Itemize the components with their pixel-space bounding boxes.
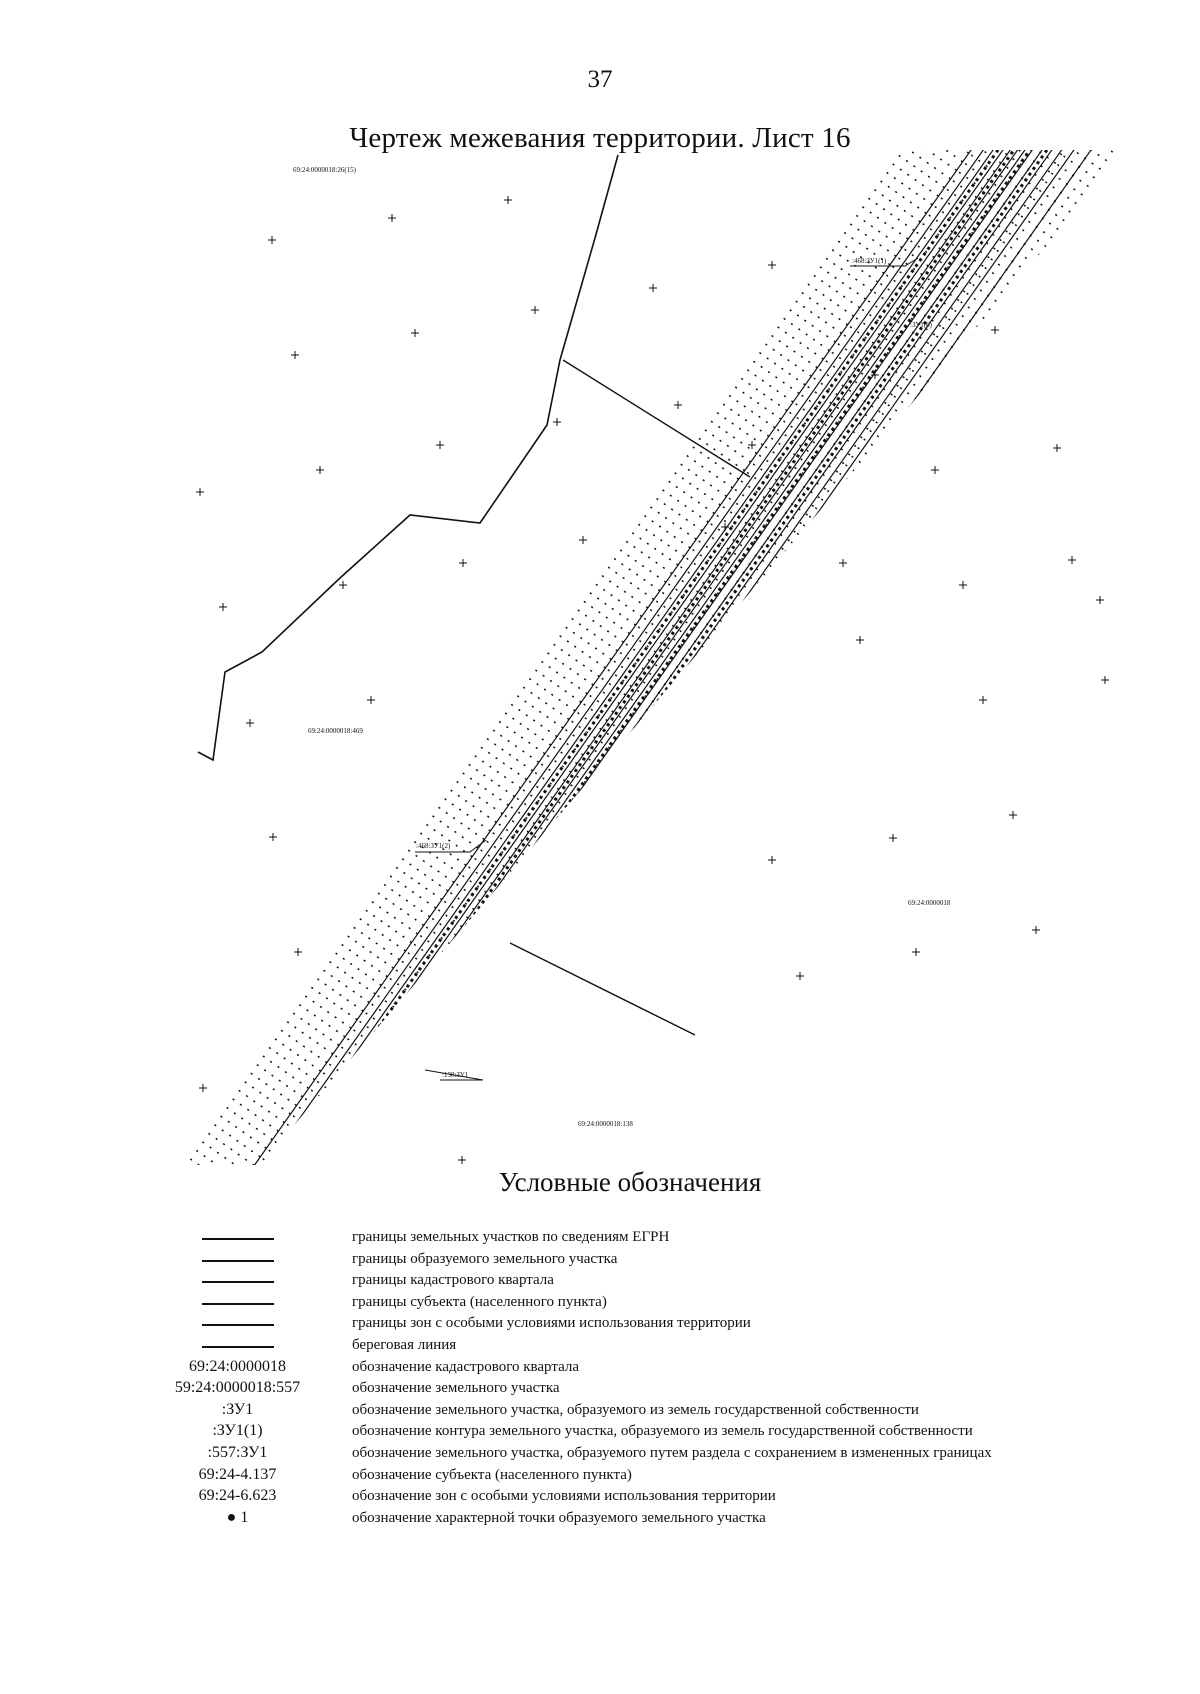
label-parcel-469: 69:24:0000018:469 — [308, 727, 363, 735]
legend-item — [0, 1486, 1200, 1506]
cut-line-lower — [510, 943, 695, 1035]
legend-item — [0, 1443, 1200, 1463]
relief-cross-mark — [316, 466, 324, 474]
relief-cross-mark — [1009, 811, 1017, 819]
label-zu-468-2: :468:ЗУ1(2) — [416, 842, 451, 850]
relief-cross-mark — [1068, 556, 1076, 564]
zone-dots — [160, 0, 1065, 1267]
legend-description: обозначение контура земельного участка, образуемого из земель государственной собственности — [352, 1423, 973, 1440]
parcel-boundary-line — [198, 155, 618, 760]
relief-cross-mark — [411, 329, 419, 337]
relief-cross-mark — [436, 441, 444, 449]
legend-item — [0, 1421, 1200, 1441]
zone-dots — [248, 48, 1153, 1329]
zone-dots — [230, 35, 1135, 1316]
legend-line-symbol — [202, 1303, 274, 1305]
corridor-boundary-line — [183, 2, 1088, 1283]
relief-cross-mark — [768, 261, 776, 269]
corridor-boundary-line — [211, 22, 1116, 1303]
legend-description: границы кадастрового квартала — [352, 1272, 554, 1289]
legend-item — [0, 1249, 1200, 1269]
corridor-boundary-line — [222, 30, 1127, 1311]
relief-cross-mark — [579, 536, 587, 544]
zone-dots — [178, 0, 1083, 1280]
corridor-boundary-line — [201, 15, 1106, 1296]
relief-cross-mark — [912, 948, 920, 956]
cut-line-upper — [563, 360, 750, 477]
relief-cross-mark — [856, 636, 864, 644]
relief-cross-mark — [1032, 926, 1040, 934]
legend-description: границы земельных участков по сведениям ЕГРН — [352, 1229, 670, 1245]
zone-dots — [262, 58, 1167, 1339]
legend-item — [0, 1378, 1200, 1398]
corridor-boundary-line — [206, 18, 1111, 1299]
page-number: 37 — [587, 66, 613, 93]
zone-dots — [145, 0, 1050, 1256]
relief-cross-mark — [721, 523, 729, 531]
zone-dots — [208, 19, 1113, 1300]
zone-dots — [130, 0, 1035, 1246]
zone-dots — [270, 63, 1175, 1344]
zone-dots — [240, 42, 1145, 1323]
legend-item — [0, 1465, 1200, 1485]
relief-cross-mark — [339, 581, 347, 589]
label-parcel-138: 69:24:0000018:138 — [578, 1120, 633, 1128]
legend-symbol: 69:24-4.137 — [198, 1465, 277, 1483]
zone-dots — [137, 0, 1042, 1251]
relief-cross-mark — [1096, 596, 1104, 604]
relief-cross-mark — [219, 603, 227, 611]
relief-cross-mark — [531, 306, 539, 314]
drawing-title: Чертеж межевания территории. Лист 16 — [349, 122, 851, 154]
legend-item — [0, 1400, 1200, 1420]
legend-symbol: 59:24:0000018:557 — [174, 1379, 301, 1397]
relief-cross-mark — [959, 581, 967, 589]
relief-cross-mark — [979, 696, 987, 704]
legend-description: границы образуемого земельного участка — [352, 1250, 618, 1267]
relief-cross-mark — [768, 856, 776, 864]
relief-cross-mark — [458, 1156, 466, 1164]
legend-symbol: ● 1 — [160, 1508, 315, 1528]
legend-item — [0, 1292, 1200, 1312]
legend-description: обозначение земельного участка, образуемого путем раздела с сохранением в измененных границах — [352, 1445, 992, 1461]
relief-cross-mark — [1053, 444, 1061, 452]
corridor-hatch — [204, 16, 1109, 1297]
relief-cross-mark — [199, 1084, 207, 1092]
relief-cross-mark — [291, 351, 299, 359]
relief-marks — [196, 196, 1109, 1164]
relief-cross-mark — [649, 284, 657, 292]
relief-cross-mark — [889, 834, 897, 842]
corridor-boundary-line — [236, 39, 1141, 1320]
zone-dots — [152, 0, 1057, 1262]
zone-dots — [186, 4, 1091, 1285]
label-parcel-26-15: 69:24:0000018:26(15) — [293, 166, 356, 174]
legend-description: обозначение характерной точки образуемого земельного участка — [352, 1509, 766, 1526]
legend-item — [0, 1270, 1200, 1290]
legend-description: обозначение земельного участка, образуемого из земель государственной собственности — [352, 1401, 919, 1418]
relief-cross-mark — [246, 719, 254, 727]
relief-cross-mark — [367, 696, 375, 704]
corridor-boundary-line — [216, 25, 1121, 1306]
relief-cross-mark — [388, 214, 396, 222]
relief-cross-mark — [268, 236, 276, 244]
label-quarter: 69:24:0000018 — [908, 899, 951, 907]
legend-description: обозначение зон с особыми условиями использования территории — [352, 1488, 776, 1505]
label-zu-468-1: :468:ЗУ1(1) — [852, 257, 887, 265]
legend-item — [0, 1508, 1200, 1528]
corridor-boundary-line — [196, 11, 1101, 1292]
legend-line-symbol — [202, 1324, 274, 1326]
relief-cross-mark — [991, 326, 999, 334]
legend-item — [0, 1313, 1200, 1333]
relief-cross-mark — [269, 833, 277, 841]
legend-description: обозначение кадастрового квартала — [352, 1358, 580, 1375]
corridor-boundary-line — [229, 34, 1134, 1315]
legend-item — [0, 1227, 1200, 1247]
corridor-boundary-line — [255, 53, 1160, 1334]
legend-line-symbol — [202, 1260, 274, 1262]
relief-cross-mark — [459, 559, 467, 567]
legend-item — [0, 1335, 1200, 1355]
relief-cross-mark — [674, 401, 682, 409]
relief-cross-mark — [553, 418, 561, 426]
corridor-hatch — [193, 9, 1098, 1290]
legend-description: обозначение земельного участка — [352, 1380, 560, 1397]
relief-cross-mark — [294, 948, 302, 956]
legend-line-symbol — [202, 1238, 274, 1240]
corridor-hatch — [226, 32, 1131, 1313]
corridor-boundary-line — [244, 45, 1149, 1326]
legend-symbol: 69:24-6.623 — [198, 1487, 277, 1505]
legend-description: границы зон с особыми условиями использования территории — [352, 1315, 751, 1332]
legend-description: границы субъекта (населенного пункта) — [352, 1293, 607, 1310]
label-zu-1-6: :ЗУ1(6) — [910, 321, 932, 329]
zone-dots — [167, 0, 1072, 1272]
legend-line-symbol — [202, 1346, 274, 1348]
legend-symbol: 69:24:0000018 — [189, 1357, 286, 1375]
legend-symbol: :ЗУ1 — [221, 1400, 254, 1418]
relief-cross-mark — [504, 196, 512, 204]
zone-dots — [237, 40, 1142, 1321]
zone-dots — [200, 14, 1105, 1295]
relief-cross-mark — [796, 972, 804, 980]
corridor-hatch — [214, 24, 1119, 1305]
relief-cross-mark — [196, 488, 204, 496]
relief-cross-mark — [931, 466, 939, 474]
legend-description: береговая линия — [352, 1337, 457, 1353]
corridor-boundary-line — [175, 0, 1080, 1278]
legend-item — [0, 1357, 1200, 1377]
relief-cross-mark — [839, 559, 847, 567]
legend-symbol: :ЗУ1(1) — [212, 1422, 263, 1440]
relief-cross-mark — [1101, 676, 1109, 684]
legend-description: обозначение субъекта (населенного пункта) — [352, 1466, 632, 1483]
legend-symbol: :557:ЗУ1 — [207, 1444, 268, 1461]
label-zu-138: :138:ЗУ1 — [442, 1071, 469, 1079]
legend-line-symbol — [202, 1281, 274, 1283]
legend-title: Условные обозначения — [498, 1167, 762, 1197]
corridor-boundary-line — [190, 7, 1095, 1288]
road-corridor — [130, 0, 1174, 1345]
